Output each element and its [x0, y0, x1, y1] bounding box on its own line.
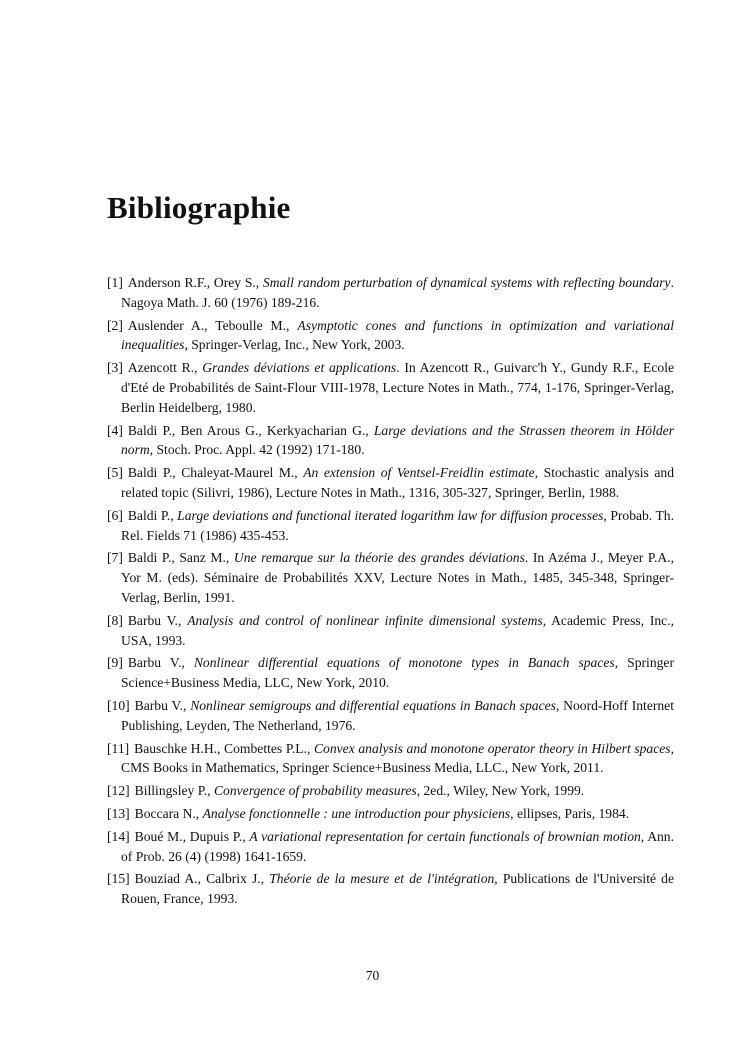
- reference-title: Convergence of probability measures: [213, 783, 417, 799]
- reference-details: , Springer-Verlag, Inc., New York, 2003.: [184, 337, 405, 353]
- reference-details: , CMS Books in Mathematics, Springer Science+Business Media, LLC., New York, 2011.: [121, 740, 674, 776]
- reference-authors: Bouziad A., Calbrix J.,: [134, 871, 270, 887]
- reference-authors: Barbu V.,: [127, 655, 194, 671]
- reference-authors: Baldi P., Sanz M.,: [127, 550, 234, 566]
- reference-title: Large deviations and the Strassen theorem in Hölder norm: [121, 422, 674, 458]
- reference-details: . In Azéma J., Meyer P.A., Yor M. (eds). Séminaire de Probabilités XXV, Lecture Notes in Math., 1485, 345-348, Springer-Verlag, Berlin, 1991.: [121, 550, 674, 605]
- reference-authors: Baldi P., Ben Arous G., Kerkyacharian G.,: [127, 422, 374, 438]
- reference-authors: Barbu V.,: [134, 697, 191, 713]
- reference-number: [13]: [107, 805, 130, 821]
- reference-details: , Noord-Hoff Internet Publishing, Leyden, The Netherland, 1976.: [121, 697, 674, 733]
- reference-title: Analysis and control of nonlinear infinite dimensional systems: [187, 612, 543, 628]
- reference-title: Grandes déviations et applications: [202, 360, 397, 376]
- reference-list: [107, 273, 674, 912]
- reference-item: [107, 739, 674, 779]
- reference-number: [7]: [107, 550, 123, 566]
- reference-item: [107, 506, 674, 546]
- reference-number: [3]: [107, 360, 123, 376]
- reference-authors: Boccara N.,: [134, 805, 203, 821]
- reference-number: [11]: [107, 740, 130, 756]
- reference-number: [14]: [107, 828, 130, 844]
- reference-item: [107, 316, 674, 356]
- reference-title: A variational representation for certain functionals of brownian motion: [249, 828, 641, 844]
- reference-number: [8]: [107, 612, 123, 628]
- reference-details: , Springer Science+Business Media, LLC, New York, 2010.: [121, 655, 674, 691]
- reference-item: [107, 463, 674, 503]
- reference-authors: Anderson R.F., Orey S.,: [127, 275, 263, 290]
- reference-details: , Publications de l'Université de Rouen, France, 1993.: [121, 871, 674, 907]
- reference-authors: Azencott R.,: [127, 360, 203, 376]
- reference-title: Nonlinear differential equations of monotone types in Banach spaces: [193, 655, 615, 671]
- reference-details: , 2ed., Wiley, New York, 1999.: [416, 783, 585, 799]
- reference-number: [10]: [107, 697, 130, 713]
- reference-title: An extension of Ventsel-Freidlin estimate: [303, 465, 535, 481]
- reference-title: Large deviations and functional iterated logarithm law for diffusion processes: [177, 507, 604, 523]
- reference-item: [107, 358, 674, 417]
- page-title: Bibliographie: [107, 190, 291, 225]
- reference-authors: Billingsley P.,: [134, 783, 214, 799]
- reference-title: Nonlinear semigroups and differential equations in Banach spaces: [190, 697, 556, 713]
- reference-details: , ellipses, Paris, 1984.: [510, 805, 630, 821]
- reference-title: Une remarque sur la théorie des grandes déviations: [233, 550, 525, 566]
- reference-item: [107, 781, 674, 801]
- page-number: 70: [365, 968, 380, 983]
- reference-item: [107, 653, 674, 693]
- reference-authors: Baldi P., Chaleyat-Maurel M.,: [127, 465, 304, 481]
- reference-item: [107, 804, 674, 824]
- reference-details: , Stochastic analysis and related topic (Silivri, 1986), Lecture Notes in Math., 1316, 305-327, Springer, Berlin, 1988.: [121, 465, 674, 500]
- reference-details: , Probab. Th. Rel. Fields 71 (1986) 435-453.: [121, 507, 674, 543]
- reference-title: Small random perturbation of dynamical systems with reflecting boundary: [262, 275, 671, 290]
- reference-details: , Academic Press, Inc., USA, 1993.: [121, 612, 674, 648]
- reference-number: [12]: [107, 783, 130, 799]
- reference-number: [6]: [107, 507, 123, 523]
- reference-item: [107, 421, 674, 461]
- reference-details: , Ann. of Prob. 26 (4) (1998) 1641-1659.: [121, 828, 674, 864]
- reference-number: [1]: [107, 275, 123, 290]
- reference-title: Convex analysis and monotone operator theory in Hilbert spaces: [313, 740, 671, 756]
- reference-item: [107, 696, 674, 736]
- reference-item: [107, 273, 674, 313]
- reference-title: Théorie de la mesure et de l'intégration: [269, 871, 495, 887]
- reference-authors: Auslender A., Teboulle M.,: [127, 317, 298, 333]
- reference-number: [4]: [107, 422, 123, 438]
- reference-details: . In Azencott R., Guivarc'h Y., Gundy R.F., Ecole d'Eté de Probabilités de Saint-Flour VIII-1978, Lecture Notes in Math., 774, 1-176, Springer-Verlag, Berlin Heidelberg, 1980.: [121, 360, 675, 415]
- reference-number: [5]: [107, 465, 123, 481]
- reference-details: . Nagoya Math. J. 60 (1976) 189-216.: [121, 275, 674, 310]
- reference-number: [9]: [107, 655, 123, 671]
- reference-authors: Bauschke H.H., Combettes P.L.,: [134, 740, 314, 756]
- reference-item: [107, 827, 674, 867]
- reference-number: [15]: [107, 871, 130, 887]
- reference-authors: Baldi P.,: [127, 507, 178, 523]
- reference-item: [107, 548, 674, 607]
- reference-authors: Boué M., Dupuis P.,: [134, 828, 250, 844]
- reference-title: Analyse fonctionnelle : une introduction pour physiciens: [202, 805, 511, 821]
- reference-number: [2]: [107, 317, 123, 333]
- reference-title: Asymptotic cones and functions in optimization and variational inequalities: [121, 317, 674, 353]
- reference-authors: Barbu V.,: [127, 612, 188, 628]
- reference-item: [107, 869, 674, 909]
- reference-details: , Stoch. Proc. Appl. 42 (1992) 171-180.: [149, 442, 365, 458]
- reference-item: [107, 611, 674, 651]
